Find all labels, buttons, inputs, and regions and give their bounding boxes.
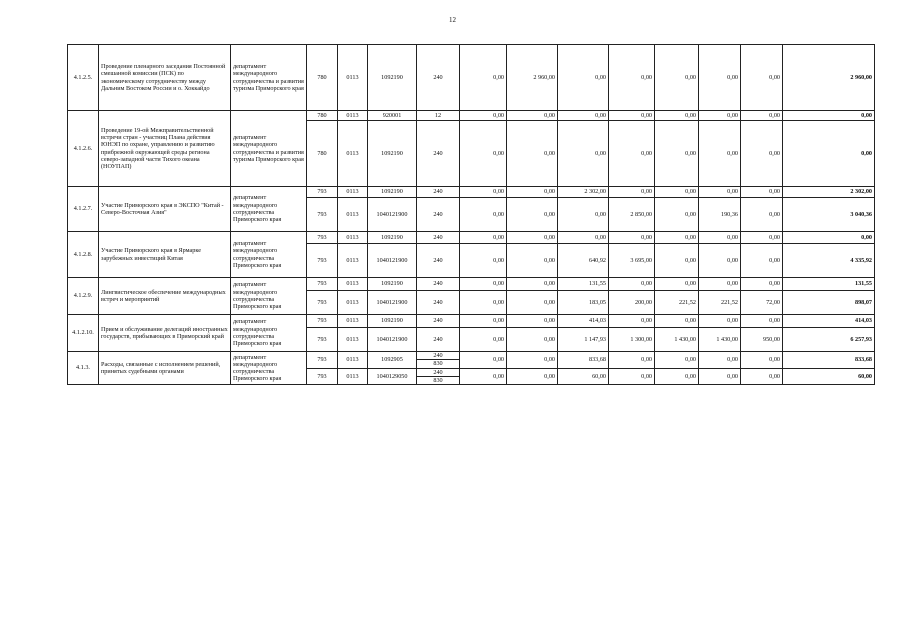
year-value-3: 2 302,00 (558, 187, 609, 198)
item-code: 4.1.3. (68, 352, 99, 385)
expense-type-code: 240 (417, 352, 460, 360)
year-value-6: 0,00 (699, 111, 741, 121)
year-value-2: 0,00 (507, 315, 558, 328)
year-value-5: 221,52 (655, 291, 699, 315)
year-value-3: 60,00 (558, 368, 609, 385)
target-code: 1040129050 (368, 368, 417, 385)
table-row (68, 278, 875, 291)
section-code: 0113 (338, 291, 368, 315)
page-number: 12 (449, 16, 456, 24)
year-value-1: 0,00 (460, 352, 507, 369)
target-code: 1040121900 (368, 328, 417, 352)
row-total: 60,00 (783, 368, 875, 385)
row-total: 0,00 (783, 111, 875, 121)
expense-type-code: 240 (417, 368, 460, 376)
section-code: 0113 (338, 198, 368, 232)
year-value-3: 414,03 (558, 315, 609, 328)
year-value-5: 0,00 (655, 352, 699, 369)
year-value-1: 0,00 (460, 291, 507, 315)
section-code: 0113 (338, 232, 368, 244)
section-code: 0113 (338, 352, 368, 369)
row-total: 0,00 (783, 232, 875, 244)
year-value-7: 0,00 (741, 278, 783, 291)
year-value-5: 0,00 (655, 45, 699, 111)
grbs-code: 780 (307, 45, 338, 111)
year-value-5: 1 430,00 (655, 328, 699, 352)
row-total: 414,03 (783, 315, 875, 328)
year-value-7: 0,00 (741, 315, 783, 328)
year-value-2: 0,00 (507, 278, 558, 291)
year-value-1: 0,00 (460, 368, 507, 385)
item-code: 4.1.2.5. (68, 45, 99, 111)
row-total: 4 335,92 (783, 244, 875, 278)
item-code: 4.1.2.7. (68, 187, 99, 232)
year-value-1: 0,00 (460, 111, 507, 121)
responsible-dept: департамент международного сотрудничества Приморского края (231, 315, 307, 352)
target-code: 920001 (368, 111, 417, 121)
target-code: 1040121900 (368, 198, 417, 232)
year-value-7: 0,00 (741, 45, 783, 111)
year-value-6: 0,00 (699, 232, 741, 244)
year-value-1: 0,00 (460, 328, 507, 352)
expense-type-code: 240 (417, 45, 460, 111)
year-value-1: 0,00 (460, 232, 507, 244)
year-value-7: 950,00 (741, 328, 783, 352)
target-code: 1092190 (368, 187, 417, 198)
year-value-7: 0,00 (741, 244, 783, 278)
expense-type-code: 830 (417, 360, 460, 368)
target-code: 1092190 (368, 315, 417, 328)
section-code: 0113 (338, 45, 368, 111)
item-name: Прием и обслуживание делегаций иностранных государств, прибывающих в Приморский край (99, 315, 231, 352)
year-value-4: 0,00 (609, 45, 655, 111)
year-value-3: 0,00 (558, 121, 609, 187)
year-value-2: 0,00 (507, 121, 558, 187)
year-value-4: 0,00 (609, 315, 655, 328)
section-code: 0113 (338, 111, 368, 121)
year-value-6: 0,00 (699, 368, 741, 385)
grbs-code: 793 (307, 198, 338, 232)
year-value-5: 0,00 (655, 368, 699, 385)
responsible-dept: департамент международного сотрудничества и развития туризма Приморского края (231, 111, 307, 187)
target-code: 1092190 (368, 45, 417, 111)
grbs-code: 793 (307, 368, 338, 385)
row-total: 898,07 (783, 291, 875, 315)
year-value-1: 0,00 (460, 244, 507, 278)
expense-type-code: 240 (417, 278, 460, 291)
expense-type-code: 12 (417, 111, 460, 121)
row-total: 833,68 (783, 352, 875, 369)
row-total: 2 960,00 (783, 45, 875, 111)
year-value-6: 0,00 (699, 45, 741, 111)
year-value-6: 0,00 (699, 352, 741, 369)
year-value-5: 0,00 (655, 187, 699, 198)
item-name: Проведение 19-ой Межправительственной встречи стран - участниц Плана действия ЮНЭП по охране, управлению и развитию прибрежной окружающей среды региона северо-западной части Тихого океана (НОУПАП) (99, 111, 231, 187)
expense-type-code: 240 (417, 244, 460, 278)
year-value-4: 0,00 (609, 368, 655, 385)
expense-type-code: 240 (417, 198, 460, 232)
year-value-6: 0,00 (699, 121, 741, 187)
year-value-2: 0,00 (507, 291, 558, 315)
section-code: 0113 (338, 315, 368, 328)
row-total: 0,00 (783, 121, 875, 187)
section-code: 0113 (338, 328, 368, 352)
item-name: Расходы, связанные с исполнением решений, принятых судебными органами (99, 352, 231, 385)
target-code: 1092905 (368, 352, 417, 369)
year-value-6: 190,36 (699, 198, 741, 232)
year-value-2: 0,00 (507, 111, 558, 121)
year-value-1: 0,00 (460, 315, 507, 328)
grbs-code: 793 (307, 315, 338, 328)
year-value-6: 1 430,00 (699, 328, 741, 352)
item-code: 4.1.2.9. (68, 278, 99, 315)
year-value-4: 0,00 (609, 352, 655, 369)
target-code: 1092190 (368, 121, 417, 187)
table-row (68, 315, 875, 328)
section-code: 0113 (338, 121, 368, 187)
year-value-2: 0,00 (507, 368, 558, 385)
expense-type-code: 240 (417, 232, 460, 244)
responsible-dept: департамент международного сотрудничества и развития туризма Приморского края (231, 45, 307, 111)
year-value-3: 833,68 (558, 352, 609, 369)
year-value-6: 0,00 (699, 315, 741, 328)
year-value-4: 0,00 (609, 278, 655, 291)
year-value-7: 0,00 (741, 111, 783, 121)
section-code: 0113 (338, 278, 368, 291)
budget-table (67, 44, 875, 385)
item-name: Участие Приморского края в Ярмарке зарубежных инвестиций Китая (99, 232, 231, 278)
table-row (68, 352, 875, 360)
responsible-dept: департамент международного сотрудничества Приморского края (231, 278, 307, 315)
row-total: 2 302,00 (783, 187, 875, 198)
year-value-2: 0,00 (507, 352, 558, 369)
year-value-5: 0,00 (655, 278, 699, 291)
expense-type-code: 240 (417, 315, 460, 328)
year-value-6: 0,00 (699, 278, 741, 291)
year-value-7: 0,00 (741, 187, 783, 198)
year-value-5: 0,00 (655, 315, 699, 328)
target-code: 1092190 (368, 278, 417, 291)
year-value-7: 0,00 (741, 198, 783, 232)
year-value-7: 0,00 (741, 368, 783, 385)
year-value-1: 0,00 (460, 187, 507, 198)
year-value-1: 0,00 (460, 45, 507, 111)
year-value-7: 0,00 (741, 232, 783, 244)
table-row (68, 187, 875, 198)
row-total: 3 040,36 (783, 198, 875, 232)
item-code: 4.1.2.10. (68, 315, 99, 352)
year-value-3: 131,55 (558, 278, 609, 291)
year-value-5: 0,00 (655, 232, 699, 244)
year-value-6: 0,00 (699, 244, 741, 278)
year-value-2: 0,00 (507, 244, 558, 278)
year-value-3: 0,00 (558, 198, 609, 232)
target-code: 1040121900 (368, 291, 417, 315)
table-row (68, 111, 875, 121)
section-code: 0113 (338, 187, 368, 198)
year-value-4: 3 695,00 (609, 244, 655, 278)
year-value-4: 1 300,00 (609, 328, 655, 352)
grbs-code: 793 (307, 232, 338, 244)
year-value-2: 2 960,00 (507, 45, 558, 111)
year-value-6: 221,52 (699, 291, 741, 315)
year-value-1: 0,00 (460, 198, 507, 232)
grbs-code: 793 (307, 187, 338, 198)
year-value-7: 72,00 (741, 291, 783, 315)
year-value-5: 0,00 (655, 111, 699, 121)
year-value-4: 0,00 (609, 187, 655, 198)
year-value-1: 0,00 (460, 278, 507, 291)
item-name: Участие Приморского края в ЭКСПО "Китай - Северо-Восточная Азия" (99, 187, 231, 232)
year-value-3: 1 147,93 (558, 328, 609, 352)
year-value-5: 0,00 (655, 198, 699, 232)
item-code: 4.1.2.8. (68, 232, 99, 278)
responsible-dept: департамент международного сотрудничества Приморского края (231, 187, 307, 232)
expense-type-code: 830 (417, 376, 460, 384)
responsible-dept: департамент международного сотрудничества Приморского края (231, 352, 307, 385)
expense-type-code: 240 (417, 291, 460, 315)
year-value-2: 0,00 (507, 198, 558, 232)
year-value-6: 0,00 (699, 187, 741, 198)
expense-type-code: 240 (417, 187, 460, 198)
year-value-2: 0,00 (507, 187, 558, 198)
year-value-5: 0,00 (655, 121, 699, 187)
expense-type-code: 240 (417, 328, 460, 352)
item-code: 4.1.2.6. (68, 111, 99, 187)
item-name: Лингвистическое обеспечение международных встреч и мероприятий (99, 278, 231, 315)
year-value-4: 0,00 (609, 121, 655, 187)
table-row (68, 45, 875, 111)
item-name: Проведение пленарного заседания Постоянной смешанной комиссии (ПСК) по экономическому сотрудничеству между Дальним Востоком России и о. Хоккайдо (99, 45, 231, 111)
year-value-3: 0,00 (558, 111, 609, 121)
year-value-7: 0,00 (741, 352, 783, 369)
grbs-code: 793 (307, 278, 338, 291)
year-value-2: 0,00 (507, 232, 558, 244)
expense-type-code: 240 (417, 121, 460, 187)
year-value-5: 0,00 (655, 244, 699, 278)
year-value-3: 0,00 (558, 45, 609, 111)
responsible-dept: департамент международного сотрудничества Приморского края (231, 232, 307, 278)
grbs-code: 793 (307, 352, 338, 369)
year-value-1: 0,00 (460, 121, 507, 187)
grbs-code: 780 (307, 111, 338, 121)
year-value-7: 0,00 (741, 121, 783, 187)
grbs-code: 793 (307, 291, 338, 315)
target-code: 1092190 (368, 232, 417, 244)
grbs-code: 793 (307, 244, 338, 278)
year-value-4: 0,00 (609, 232, 655, 244)
year-value-4: 2 850,00 (609, 198, 655, 232)
table-row (68, 232, 875, 244)
year-value-4: 200,00 (609, 291, 655, 315)
section-code: 0113 (338, 368, 368, 385)
year-value-3: 183,05 (558, 291, 609, 315)
grbs-code: 780 (307, 121, 338, 187)
year-value-3: 640,92 (558, 244, 609, 278)
year-value-2: 0,00 (507, 328, 558, 352)
section-code: 0113 (338, 244, 368, 278)
row-total: 6 257,93 (783, 328, 875, 352)
year-value-4: 0,00 (609, 111, 655, 121)
row-total: 131,55 (783, 278, 875, 291)
target-code: 1040121900 (368, 244, 417, 278)
grbs-code: 793 (307, 328, 338, 352)
year-value-3: 0,00 (558, 232, 609, 244)
